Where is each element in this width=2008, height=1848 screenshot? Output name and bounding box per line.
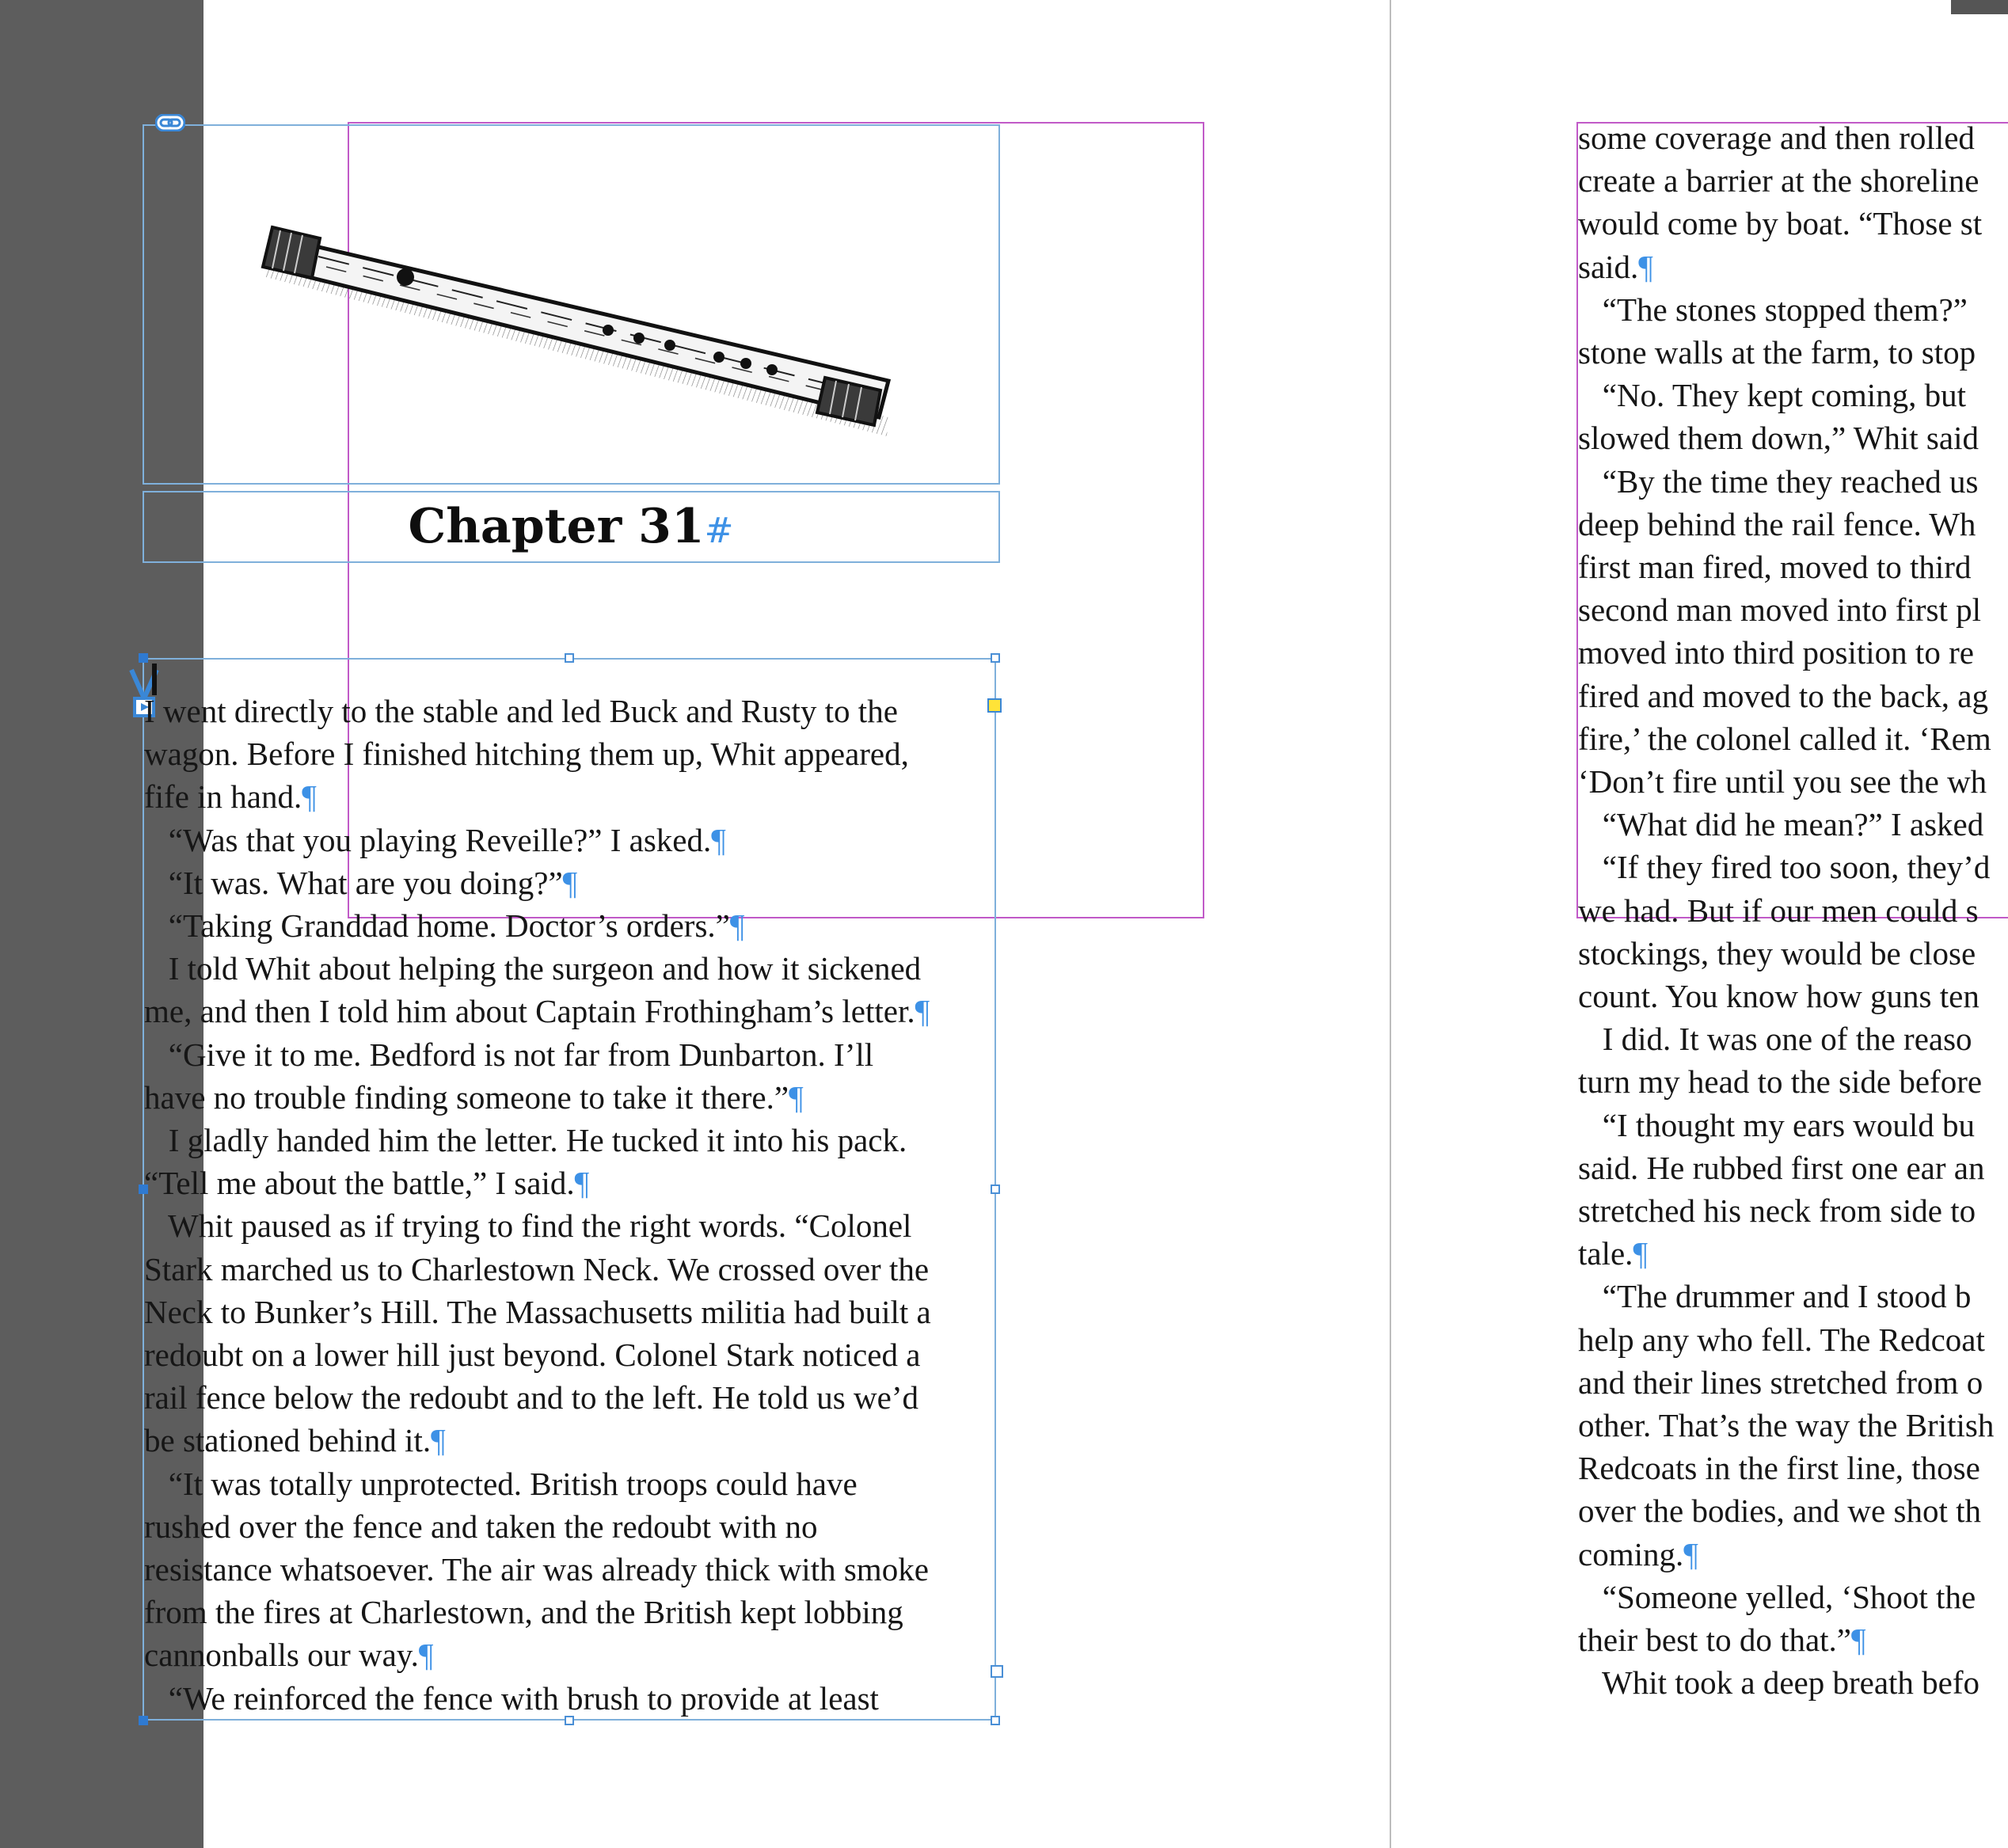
threaded-out-port[interactable] bbox=[991, 1665, 1003, 1678]
line-text: me, and then I told him about Captain Frothingham’s letter. bbox=[144, 993, 915, 1030]
line-text: coming. bbox=[1578, 1535, 1684, 1572]
line-text: be stationed behind it. bbox=[144, 1422, 432, 1459]
text-line[interactable] bbox=[144, 1419, 446, 1462]
line-text: deep behind the rail fence. Wh bbox=[1578, 505, 1976, 542]
text-line[interactable] bbox=[1578, 1104, 1975, 1146]
line-text: ‘Don’t fire until you see the wh bbox=[1578, 763, 1987, 800]
line-text: wagon. Before I finished hitching them up, Whit appeared, bbox=[144, 736, 909, 773]
text-line[interactable] bbox=[1578, 1060, 1982, 1103]
paragraph-mark: ¶ bbox=[562, 864, 578, 901]
line-text: “By the time they reached us bbox=[1578, 462, 1979, 500]
line-text: create a barrier at the shoreline bbox=[1578, 162, 1979, 200]
text-line[interactable] bbox=[1578, 374, 1966, 416]
text-line[interactable] bbox=[144, 861, 577, 904]
line-text: over the bodies, and we shot th bbox=[1578, 1492, 1981, 1530]
line-text: some coverage and then rolled bbox=[1578, 120, 1975, 156]
line-text: I went directly to the stable and led Buck and Rusty to the bbox=[144, 693, 898, 729]
text-line[interactable] bbox=[1578, 503, 1976, 546]
text-line[interactable] bbox=[144, 1033, 873, 1076]
paragraph-mark: ¶ bbox=[711, 821, 726, 858]
text-line[interactable] bbox=[1578, 331, 1976, 374]
text-line[interactable] bbox=[144, 990, 930, 1032]
line-text: I did. It was one of the reaso bbox=[1578, 1021, 1972, 1058]
text-line[interactable] bbox=[1578, 1661, 1979, 1704]
line-text: Stark marched us to Charlestown Neck. We crossed over the bbox=[144, 1250, 930, 1287]
text-line[interactable] bbox=[1578, 1017, 1972, 1060]
fife-illustration bbox=[144, 126, 998, 483]
text-line[interactable] bbox=[1578, 546, 1971, 588]
text-line[interactable] bbox=[1578, 631, 1974, 674]
line-text: I gladly handed him the letter. He tucked it into his pack. bbox=[144, 1122, 907, 1158]
text-line[interactable] bbox=[1578, 975, 1979, 1017]
paragraph-mark: ¶ bbox=[1633, 1235, 1649, 1272]
text-line[interactable] bbox=[1578, 159, 1979, 202]
line-text: “No. They kept coming, but bbox=[1578, 377, 1967, 414]
text-line[interactable] bbox=[1578, 932, 1976, 975]
text-line[interactable] bbox=[1578, 1361, 1983, 1404]
line-text: first man fired, moved to third bbox=[1578, 549, 1972, 585]
text-line[interactable] bbox=[1578, 1404, 1994, 1447]
line-text: their best to do that.” bbox=[1578, 1622, 1851, 1658]
line-text: “If they fired too soon, they’d bbox=[1578, 849, 1991, 886]
text-line[interactable] bbox=[1578, 1232, 1648, 1275]
frame-handle-top-left[interactable] bbox=[139, 653, 148, 663]
text-line[interactable] bbox=[144, 1462, 858, 1505]
line-text: “It was totally unprotected. British troops could have bbox=[144, 1465, 858, 1502]
text-line[interactable] bbox=[1578, 1533, 1698, 1576]
text-line[interactable] bbox=[144, 1677, 879, 1720]
spread-page-divider bbox=[1390, 0, 1391, 1848]
line-text: and their lines stretched from o bbox=[1578, 1363, 1983, 1401]
text-line[interactable] bbox=[1578, 1275, 1971, 1318]
line-text: would come by boat. “Those st bbox=[1578, 205, 1983, 242]
text-line[interactable] bbox=[1578, 245, 1653, 288]
line-text: other. That’s the way the British bbox=[1578, 1407, 1995, 1443]
paragraph-mark: ¶ bbox=[574, 1165, 590, 1202]
chapter-heading[interactable] bbox=[143, 491, 999, 562]
line-text: “Give it to me. Bedford is not far from Dunbarton. I’ll bbox=[144, 1036, 874, 1073]
paragraph-mark: ¶ bbox=[431, 1422, 446, 1459]
line-text: “Tell me about the battle,” I said. bbox=[144, 1165, 575, 1202]
text-line[interactable] bbox=[144, 904, 744, 947]
frame-handle-top-right[interactable] bbox=[991, 653, 1000, 663]
text-line[interactable] bbox=[1578, 846, 1990, 888]
line-text: Whit paused as if trying to find the right words. “Colonel bbox=[144, 1207, 912, 1245]
line-text: stone walls at the farm, to stop bbox=[1578, 334, 1976, 371]
line-text: Redcoats in the first line, those bbox=[1578, 1450, 1980, 1487]
text-line[interactable] bbox=[1578, 760, 1987, 803]
text-line[interactable] bbox=[144, 1076, 804, 1119]
line-text: second man moved into first pl bbox=[1578, 591, 1981, 629]
text-line[interactable] bbox=[144, 1548, 929, 1591]
text-line[interactable] bbox=[1578, 460, 1979, 503]
link-icon[interactable] bbox=[155, 114, 185, 131]
paragraph-mark: ¶ bbox=[302, 778, 317, 816]
line-text: we had. But if our men could s bbox=[1578, 892, 1979, 929]
line-text: “We reinforced the fence with brush to provide at least bbox=[144, 1679, 879, 1717]
frame-handle-middle-right[interactable] bbox=[991, 1184, 1000, 1194]
paragraph-mark: ¶ bbox=[418, 1637, 434, 1674]
text-line[interactable] bbox=[1578, 717, 1991, 760]
line-text: tale. bbox=[1578, 1235, 1633, 1272]
text-line[interactable] bbox=[1578, 889, 1979, 932]
paragraph-mark: ¶ bbox=[1638, 248, 1653, 285]
text-line[interactable] bbox=[144, 1591, 903, 1633]
text-line[interactable] bbox=[144, 1119, 907, 1162]
line-text: “I thought my ears would bu bbox=[1578, 1106, 1976, 1143]
line-text: “Was that you playing Reveille?” I asked. bbox=[144, 821, 712, 858]
text-line[interactable] bbox=[1578, 588, 1981, 631]
text-line[interactable] bbox=[144, 690, 898, 732]
text-line[interactable] bbox=[1578, 1489, 1981, 1532]
line-text: Whit took a deep breath befo bbox=[1578, 1664, 1980, 1702]
image-frame[interactable] bbox=[143, 124, 1000, 485]
text-line[interactable] bbox=[1578, 1618, 1866, 1661]
paragraph-mark: ¶ bbox=[1683, 1535, 1698, 1572]
line-text: moved into third position to re bbox=[1578, 634, 1974, 671]
line-text: “Taking Granddad home. Doctor’s orders.” bbox=[144, 907, 730, 944]
text-line[interactable] bbox=[144, 1633, 433, 1676]
text-line[interactable] bbox=[144, 732, 909, 775]
text-line[interactable] bbox=[144, 1333, 920, 1376]
line-text: fired and moved to the back, ag bbox=[1578, 677, 1989, 714]
line-text: “The drummer and I stood b bbox=[1578, 1278, 1972, 1315]
paragraph-mark: ¶ bbox=[915, 993, 930, 1030]
text-line[interactable] bbox=[1578, 1146, 1984, 1189]
line-text: count. You know how guns ten bbox=[1578, 978, 1979, 1014]
window-corner-control[interactable] bbox=[1951, 0, 2008, 14]
frame-handle-bottom-right[interactable] bbox=[991, 1716, 1000, 1725]
text-line[interactable] bbox=[1578, 416, 1979, 459]
line-text: “What did he mean?” I asked bbox=[1578, 806, 1984, 843]
line-text: redoubt on a lower hill just beyond. Colonel Stark noticed a bbox=[144, 1337, 921, 1373]
line-text: said. He rubbed first one ear an bbox=[1578, 1149, 1985, 1186]
line-text: rail fence below the redoubt and to the left. He told us we’d bbox=[144, 1379, 918, 1416]
paragraph-mark: ¶ bbox=[729, 907, 745, 944]
line-text: said. bbox=[1578, 248, 1639, 285]
line-text: “Someone yelled, ‘Shoot the bbox=[1578, 1578, 1976, 1615]
line-text: stretched his neck from side to bbox=[1578, 1192, 1976, 1229]
text-line[interactable] bbox=[144, 1162, 589, 1204]
text-line[interactable] bbox=[144, 1248, 929, 1291]
text-line[interactable] bbox=[1578, 1189, 1976, 1232]
text-line[interactable] bbox=[1578, 288, 1968, 331]
line-text: help any who fell. The Redcoat bbox=[1578, 1321, 1985, 1358]
line-text: fire,’ the colonel called it. ‘Rem bbox=[1578, 720, 1991, 757]
text-line[interactable] bbox=[144, 1204, 911, 1247]
frame-handle-top-center[interactable] bbox=[565, 653, 574, 663]
line-text: “It was. What are you doing?” bbox=[144, 864, 563, 901]
end-of-story-mark: # bbox=[704, 511, 734, 551]
line-text: stockings, they would be close bbox=[1578, 934, 1976, 972]
text-line[interactable] bbox=[144, 947, 921, 990]
line-text: cannonballs our way. bbox=[144, 1637, 419, 1674]
text-line[interactable] bbox=[1578, 803, 1983, 846]
line-text: turn my head to the side before bbox=[1578, 1063, 1983, 1101]
text-line[interactable] bbox=[1578, 1318, 1985, 1361]
line-text: have no trouble finding someone to take it there.” bbox=[144, 1078, 789, 1116]
text-line[interactable] bbox=[1578, 675, 1988, 717]
text-line[interactable] bbox=[144, 819, 726, 861]
text-line[interactable] bbox=[144, 1291, 931, 1333]
text-line[interactable] bbox=[144, 1505, 817, 1548]
line-text: rushed over the fence and taken the redoubt with no bbox=[144, 1508, 818, 1545]
line-text: slowed them down,” Whit said bbox=[1578, 420, 1979, 457]
text-frame-out-port[interactable] bbox=[987, 698, 1002, 713]
text-line[interactable] bbox=[1578, 1576, 1976, 1618]
text-line[interactable] bbox=[1578, 116, 1975, 159]
line-text: I told Whit about helping the surgeon and how it sickened bbox=[144, 950, 922, 987]
line-text: fife in hand. bbox=[144, 778, 302, 816]
line-text: from the fires at Charlestown, and the British kept lobbing bbox=[144, 1594, 903, 1631]
line-text: “The stones stopped them?” bbox=[1578, 291, 1968, 328]
line-text: resistance whatsoever. The air was already thick with smoke bbox=[144, 1551, 929, 1588]
paragraph-mark: ¶ bbox=[1851, 1622, 1866, 1658]
paragraph-mark: ¶ bbox=[789, 1078, 804, 1116]
text-line[interactable] bbox=[1578, 202, 1982, 245]
text-line[interactable] bbox=[1578, 1447, 1980, 1489]
line-text: Neck to Bunker’s Hill. The Massachusetts militia had built a bbox=[144, 1293, 931, 1330]
text-line[interactable] bbox=[144, 1376, 918, 1419]
text-line[interactable] bbox=[144, 775, 317, 818]
chapter-heading-text: Chapter 31 bbox=[408, 499, 705, 554]
